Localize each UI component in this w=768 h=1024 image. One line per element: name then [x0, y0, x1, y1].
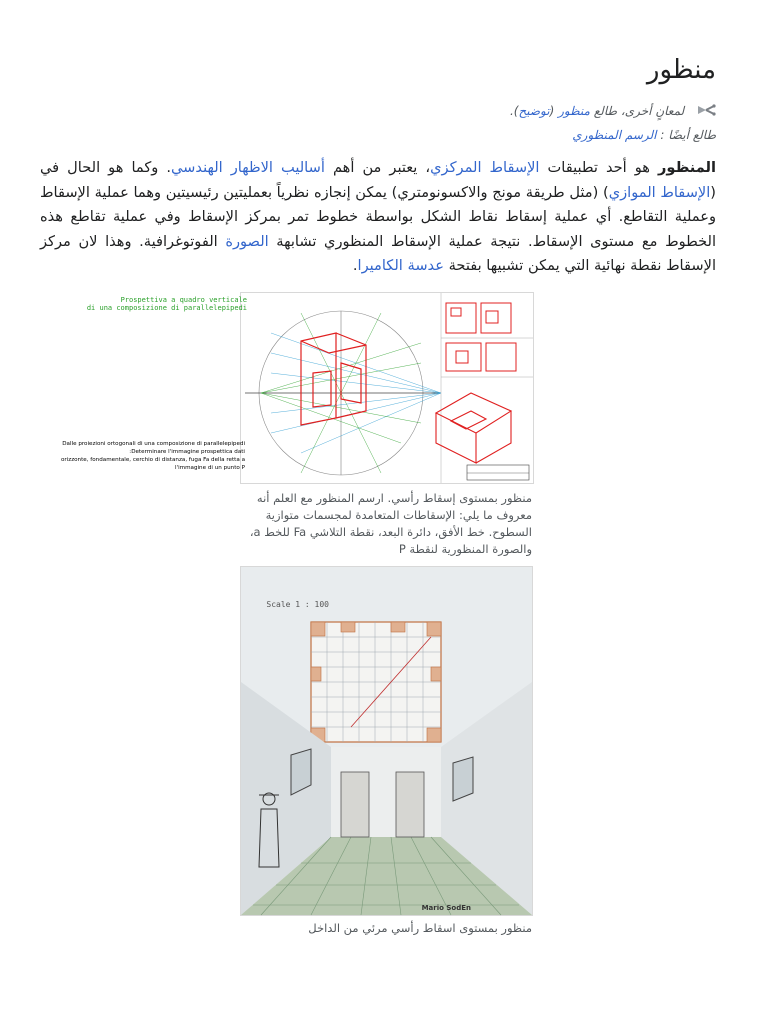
- figure1-note-3: orizzonte, fondamentale, cerchio di distanza, fuga Fa della retta a: [60, 457, 245, 463]
- link-camera-lens[interactable]: عدسة الكاميرا: [357, 257, 444, 274]
- figure2-scale-label: Scale 1 : 100: [266, 600, 329, 609]
- hatnote-disambiguation: لمعانٍ أخرى، طالع منظور (توضيح).: [510, 103, 716, 120]
- see-also-link[interactable]: الرسم المنظوري: [572, 128, 657, 142]
- hatnote-see-also: طالع أيضًا : الرسم المنظوري: [572, 128, 716, 142]
- link-central-projection[interactable]: الإسقاط المركزي: [430, 159, 540, 176]
- figure1-note-2: Determinare l'immagine prospettica dati:: [129, 449, 245, 455]
- disambiguation-icon: [696, 103, 716, 120]
- figure-perspective-drawing[interactable]: [60, 292, 534, 484]
- page-title: منظور: [646, 55, 716, 85]
- link-photograph[interactable]: الصورة: [225, 232, 269, 250]
- disambiguation-link-manzur[interactable]: منظور: [558, 104, 590, 118]
- figure1-note-4: l'immagine di un punto P: [174, 465, 245, 471]
- intro-paragraph: المنظور هو أحد تطبيقات الإسقاط المركزي، يعتبر من أهم أساليب الاظهار الهندسي. وكما هو الحال في (الإسقاط الموازي) (مثل طريقة مونج والاكسونومتري) يمكن إنجازه نظرياً بعمليتين رئيسيتين وهما عملية الإسقاط وعملية التقاطع. أي عملية إسقاط نقاط الشكل بواسطة خطوط تمر بمركز الإسقاط وفي عملية تقاطع هذه الخطوط مع مستوى الإسقاط. نتيجة عملية الإسقاط المنظوري تشابهة الصورة الفوتوغرافية. وهذا لان مركز الإسقاط نقطة نهائية التي يمكن تشبيها بفتحة عدسة الكاميرا.: [40, 159, 717, 274]
- figure-interior-perspective[interactable]: [240, 566, 533, 916]
- figure2-caption: منظور بمستوى اسقاط رأسي مرئي من الداخل: [308, 921, 532, 935]
- figure1-caption: منظور بمستوى إسقاط رأسي. ارسم المنظور مع العلم أنه معروف ما يلي: الإسقاطات المتعامدة لمجسمات متوازية السطوح. خط الأفق، دائرة البعد، نقطة التلاشي Fa للخط a، والصورة المنظورية لنقطة P: [249, 491, 532, 556]
- figure1-heading-2: di una composizione di parallelepipedi: [86, 304, 247, 312]
- disambiguation-link-explain[interactable]: توضيح: [518, 104, 550, 118]
- figure1-heading-1: Prospettiva a quadro verticale: [120, 296, 247, 304]
- figure2-signature: Mario SodEn: [421, 904, 471, 912]
- figure1-note-1: Dalle proiezioni ortogonali di una composizione di parallelepipedi: [62, 441, 245, 447]
- link-parallel-projection[interactable]: الإسقاط الموازي: [608, 183, 711, 201]
- link-engineering-drawing[interactable]: أساليب الاظهار الهندسي: [171, 159, 325, 176]
- bold-term: المنظور: [658, 159, 717, 176]
